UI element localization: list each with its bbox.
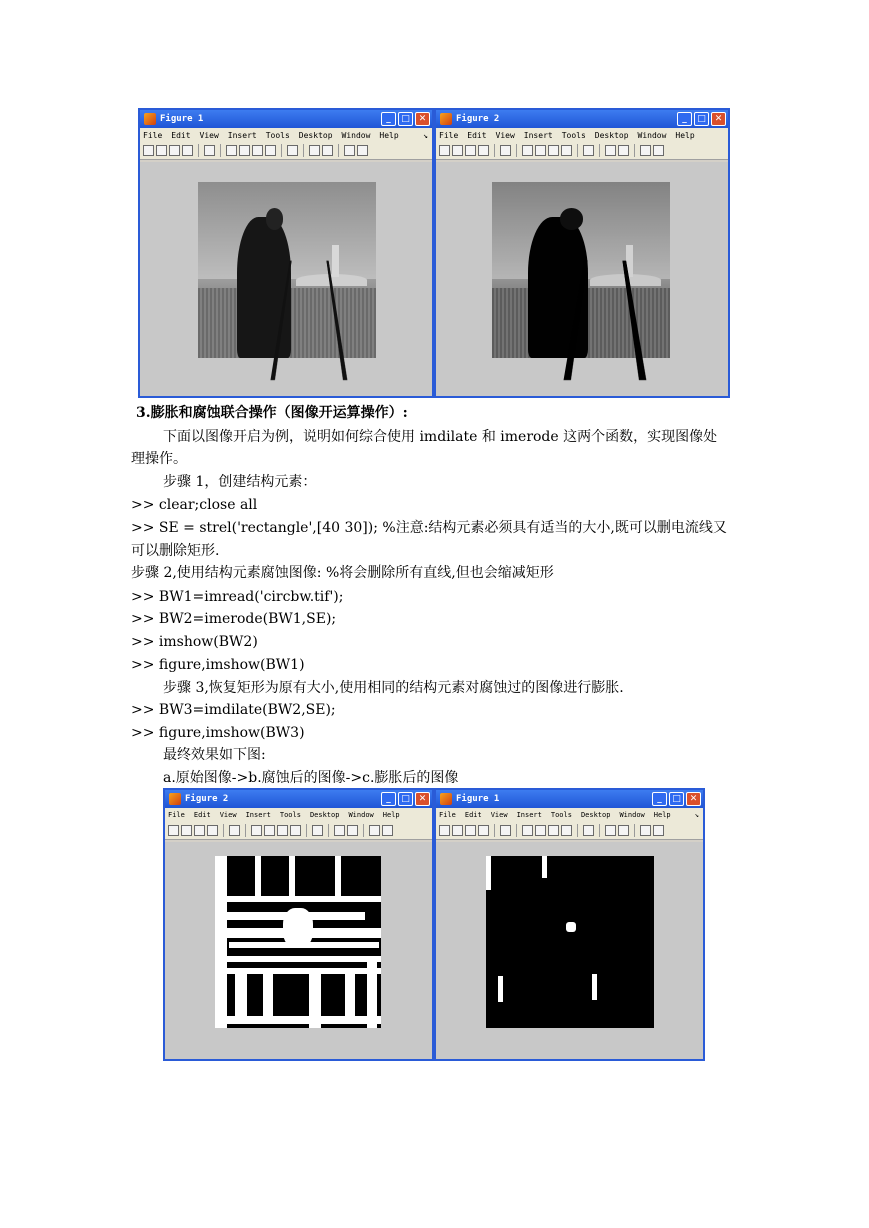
figure-window-1[interactable] — [434, 788, 705, 1061]
pointer-icon[interactable] — [204, 145, 215, 156]
menu-file[interactable]: File — [439, 811, 456, 819]
save-icon[interactable] — [465, 825, 476, 836]
pointer-icon[interactable] — [500, 145, 511, 156]
new-file-icon[interactable] — [168, 825, 179, 836]
rotate-icon[interactable] — [561, 825, 572, 836]
legend-icon[interactable] — [618, 825, 629, 836]
menu-insert[interactable]: Insert — [245, 811, 271, 819]
close-button[interactable]: ✕ — [711, 112, 726, 126]
bottom-figure-pair — [163, 788, 705, 1061]
rotate-icon[interactable] — [290, 825, 301, 836]
step1-label: 步骤 1，创建结构元素： — [163, 474, 317, 490]
toolbar-separator — [599, 144, 600, 157]
menu-desktop[interactable]: Desktop — [298, 130, 333, 140]
open-file-icon[interactable] — [156, 145, 167, 156]
minimize-button[interactable]: _ — [677, 112, 692, 126]
matlab-logo-icon — [169, 793, 181, 805]
menu-desktop[interactable]: Desktop — [594, 130, 629, 140]
code-line: >> clear;close all — [131, 497, 258, 513]
title-bar[interactable] — [140, 110, 432, 128]
title-bar[interactable] — [436, 110, 728, 128]
toolbar — [436, 822, 703, 840]
window-title: Figure 1 — [160, 114, 204, 124]
menu-view[interactable]: View — [495, 130, 515, 140]
toolbar-separator — [599, 824, 600, 837]
menu-bar — [140, 128, 432, 142]
close-button[interactable]: ✕ — [686, 792, 701, 806]
toolbar-separator — [494, 144, 495, 157]
figure-canvas — [436, 842, 703, 1059]
print-icon[interactable] — [207, 825, 218, 836]
circuit-eroded-image — [486, 856, 654, 1028]
pointer-icon[interactable] — [229, 825, 240, 836]
final-result-label: 最终效果如下图: — [163, 747, 266, 763]
menu-bar — [436, 808, 703, 822]
menu-insert[interactable]: Insert — [516, 811, 542, 819]
pan-hand-icon[interactable] — [277, 825, 288, 836]
maximize-button[interactable]: □ — [398, 112, 413, 126]
figure-window-1[interactable] — [138, 108, 434, 398]
new-file-icon[interactable] — [439, 825, 450, 836]
pointer-icon[interactable] — [500, 825, 511, 836]
dock-arrow-icon[interactable]: ↘ — [694, 811, 699, 819]
minimize-button[interactable]: _ — [381, 112, 396, 126]
code-line: >> figure,imshow(BW1) — [131, 657, 305, 673]
menu-help[interactable]: Help — [675, 130, 695, 140]
matlab-logo-icon — [440, 793, 452, 805]
menu-desktop[interactable]: Desktop — [580, 811, 611, 819]
matlab-logo-icon — [440, 113, 452, 125]
step2-label: 步骤 2,使用结构元素腐蚀图像: %将会删除所有直线,但也会缩减矩形 — [131, 565, 554, 581]
zoom-in-icon[interactable] — [522, 825, 533, 836]
data-cursor-icon[interactable] — [583, 825, 594, 836]
data-cursor-icon[interactable] — [312, 825, 323, 836]
menu-window[interactable]: Window — [619, 811, 645, 819]
menu-edit[interactable]: Edit — [171, 130, 191, 140]
close-button[interactable]: ✕ — [415, 792, 430, 806]
hide-plot-tools-icon[interactable] — [640, 145, 651, 156]
circuit-original-image — [215, 856, 381, 1028]
legend-icon[interactable] — [618, 145, 629, 156]
window-title: Figure 2 — [456, 114, 500, 124]
toolbar-separator — [577, 824, 578, 837]
open-file-icon[interactable] — [452, 145, 463, 156]
show-plot-tools-icon[interactable] — [653, 825, 664, 836]
data-cursor-icon[interactable] — [287, 145, 298, 156]
code-line: >> BW2=imerode(BW1,SE); — [131, 611, 337, 627]
figure-window-2[interactable] — [434, 108, 730, 398]
zoom-out-icon[interactable] — [239, 145, 250, 156]
figure-canvas — [436, 162, 728, 396]
menu-edit[interactable]: Edit — [467, 130, 487, 140]
code-line: >> imshow(BW2) — [131, 634, 258, 650]
toolbar-separator — [245, 824, 246, 837]
toolbar — [436, 142, 728, 160]
menu-insert[interactable]: Insert — [523, 130, 553, 140]
matlab-logo-icon — [144, 113, 156, 125]
paragraph-intro-line2: 理操作。 — [131, 451, 187, 467]
menu-file[interactable]: File — [439, 130, 459, 140]
minimize-button[interactable]: _ — [381, 792, 396, 806]
menu-edit[interactable]: Edit — [193, 811, 211, 819]
menu-bar — [436, 128, 728, 142]
menu-tools[interactable]: Tools — [279, 811, 301, 819]
code-line: >> figure,imshow(BW3) — [131, 725, 305, 741]
menu-tools[interactable]: Tools — [550, 811, 572, 819]
zoom-out-icon[interactable] — [264, 825, 275, 836]
hide-plot-tools-icon[interactable] — [640, 825, 651, 836]
menu-edit[interactable]: Edit — [464, 811, 482, 819]
toolbar-separator — [328, 824, 329, 837]
menu-window[interactable]: Window — [341, 130, 371, 140]
figure-canvas — [165, 842, 432, 1059]
data-cursor-icon[interactable] — [583, 145, 594, 156]
menu-bar — [165, 808, 432, 822]
show-plot-tools-icon[interactable] — [357, 145, 368, 156]
toolbar-separator — [306, 824, 307, 837]
toolbar-separator — [223, 824, 224, 837]
menu-window[interactable]: Window — [637, 130, 667, 140]
menu-view[interactable]: View — [490, 811, 508, 819]
menu-file[interactable]: File — [143, 130, 163, 140]
code-line: >> BW3=imdilate(BW2,SE); — [131, 702, 336, 718]
figure-canvas — [140, 162, 432, 396]
legend-icon[interactable] — [322, 145, 333, 156]
menu-desktop[interactable]: Desktop — [309, 811, 340, 819]
menu-file[interactable]: File — [168, 811, 185, 819]
figure-caption: a.原始图像->b.腐蚀后的图像->c.膨胀后的图像 — [163, 770, 459, 786]
menu-tools[interactable]: Tools — [561, 130, 586, 140]
colorbar-icon[interactable] — [605, 825, 616, 836]
section-heading: 3.膨胀和腐蚀联合操作（图像开运算操作）: — [136, 405, 408, 421]
cameraman-image — [198, 182, 376, 358]
minimize-button[interactable]: _ — [652, 792, 667, 806]
print-icon[interactable] — [478, 145, 489, 156]
new-file-icon[interactable] — [143, 145, 154, 156]
zoom-in-icon[interactable] — [522, 145, 533, 156]
toolbar-separator — [303, 144, 304, 157]
toolbar — [165, 822, 432, 840]
show-plot-tools-icon[interactable] — [382, 825, 393, 836]
toolbar-separator — [220, 144, 221, 157]
save-icon[interactable] — [169, 145, 180, 156]
rotate-icon[interactable] — [265, 145, 276, 156]
pan-hand-icon[interactable] — [548, 145, 559, 156]
rotate-icon[interactable] — [561, 145, 572, 156]
step3-label: 步骤 3,恢复矩形为原有大小,使用相同的结构元素对腐蚀过的图像进行膨胀. — [163, 680, 624, 696]
show-plot-tools-icon[interactable] — [653, 145, 664, 156]
pan-hand-icon[interactable] — [548, 825, 559, 836]
hide-plot-tools-icon[interactable] — [344, 145, 355, 156]
title-bar[interactable] — [165, 790, 432, 808]
toolbar-separator — [634, 144, 635, 157]
toolbar-separator — [363, 824, 364, 837]
legend-icon[interactable] — [347, 825, 358, 836]
menu-tools[interactable]: Tools — [265, 130, 290, 140]
zoom-out-icon[interactable] — [535, 825, 546, 836]
toolbar-separator — [198, 144, 199, 157]
menu-window[interactable]: Window — [348, 811, 374, 819]
paragraph-intro-line1: 下面以图像开启为例，说明如何综合使用 imdilate 和 imerode 这两个函数，实现图像处 — [163, 429, 718, 445]
toolbar-separator — [516, 824, 517, 837]
print-icon[interactable] — [478, 825, 489, 836]
cameraman-eroded-image — [492, 182, 670, 358]
hide-plot-tools-icon[interactable] — [369, 825, 380, 836]
zoom-in-icon[interactable] — [226, 145, 237, 156]
toolbar-separator — [516, 144, 517, 157]
new-file-icon[interactable] — [439, 145, 450, 156]
colorbar-icon[interactable] — [605, 145, 616, 156]
menu-help[interactable]: Help — [382, 811, 400, 819]
toolbar-separator — [281, 144, 282, 157]
menu-help[interactable]: Help — [653, 811, 671, 819]
save-icon[interactable] — [465, 145, 476, 156]
code-line: >> BW1=imread('circbw.tif'); — [131, 589, 344, 605]
toolbar-separator — [494, 824, 495, 837]
maximize-button[interactable]: □ — [669, 792, 684, 806]
top-figure-pair — [138, 108, 730, 398]
window-title: Figure 2 — [185, 794, 229, 804]
zoom-in-icon[interactable] — [251, 825, 262, 836]
toolbar-separator — [634, 824, 635, 837]
menu-view[interactable]: View — [199, 130, 219, 140]
pan-hand-icon[interactable] — [252, 145, 263, 156]
title-bar[interactable] — [436, 790, 703, 808]
window-title: Figure 1 — [456, 794, 500, 804]
close-button[interactable]: ✕ — [415, 112, 430, 126]
open-file-icon[interactable] — [452, 825, 463, 836]
maximize-button[interactable]: □ — [694, 112, 709, 126]
open-file-icon[interactable] — [181, 825, 192, 836]
zoom-out-icon[interactable] — [535, 145, 546, 156]
toolbar — [140, 142, 432, 160]
toolbar-separator — [338, 144, 339, 157]
colorbar-icon[interactable] — [309, 145, 320, 156]
print-icon[interactable] — [182, 145, 193, 156]
code-line-continuation: 可以删除矩形. — [131, 543, 220, 559]
menu-insert[interactable]: Insert — [227, 130, 257, 140]
code-line: >> SE = strel('rectangle',[40 30]); %注意:结构元素必须具有适当的大小,既可以删电流线又 — [131, 520, 727, 536]
save-icon[interactable] — [194, 825, 205, 836]
menu-help[interactable]: Help — [379, 130, 399, 140]
menu-view[interactable]: View — [219, 811, 237, 819]
figure-window-2[interactable] — [163, 788, 434, 1061]
maximize-button[interactable]: □ — [398, 792, 413, 806]
colorbar-icon[interactable] — [334, 825, 345, 836]
dock-arrow-icon[interactable]: ↘ — [423, 130, 428, 140]
toolbar-separator — [577, 144, 578, 157]
